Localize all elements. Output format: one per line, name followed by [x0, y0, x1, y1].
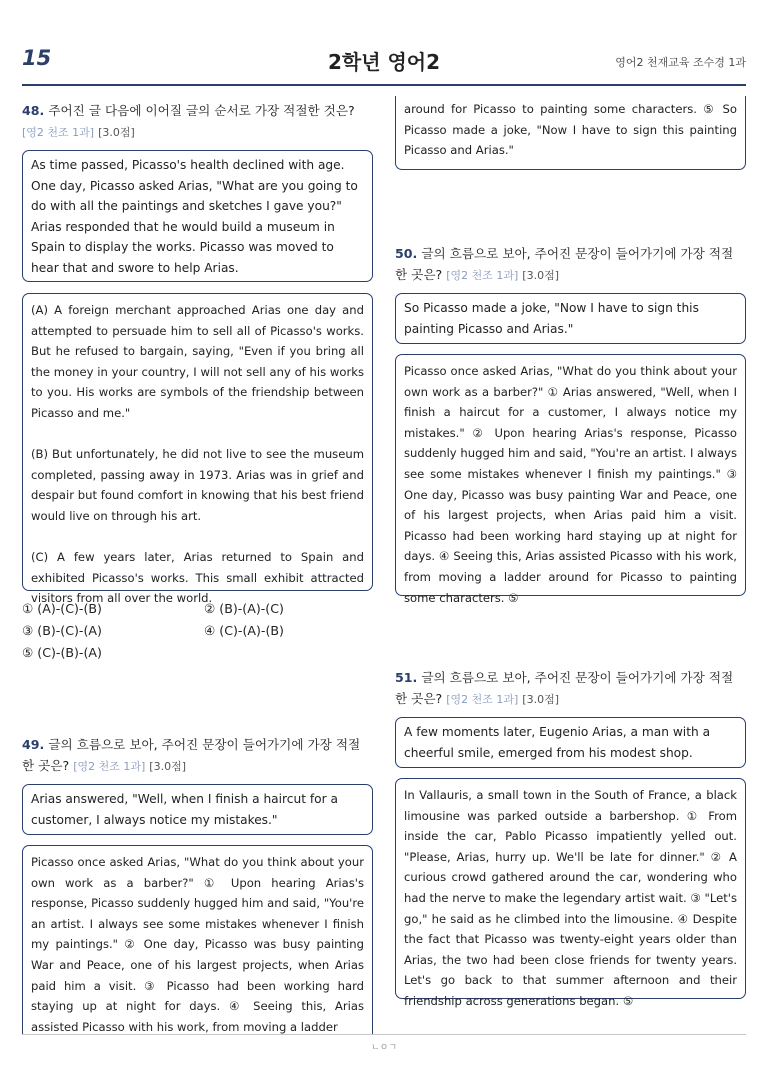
question-text: 글의 흐름으로 보아, 주어진 문장이 들어가기에 가장 적절한 곳은? [395, 246, 734, 282]
question-tag: [영2 천조 1과] [73, 760, 146, 773]
option-3[interactable]: ③ (B)-(C)-(A) [22, 623, 102, 638]
question-number: 49. [22, 737, 45, 752]
question-49 [22, 734, 372, 777]
question-number: 48. [22, 103, 45, 118]
page-source: 영어2 천재교육 조수경 1과 [615, 56, 746, 69]
header-rule [22, 84, 746, 86]
q48-passage-a: (A) A foreign merchant approached Arias one day and attempted to persuade him to sell all of Picasso's works. But he refused to bargain, saying, "Even if you bring all the money in your country, I will not sell any of his works to you. His works are symbols of the friendship between Picasso and me." [31, 303, 364, 420]
footer-rule [22, 1034, 746, 1035]
q48-passage-b: (B) But unfortunately, he did not live to see the museum completed, passing away in 1973. Arias was in grief and despair but found comfort in knowing that his best friend would live on through his art. [31, 447, 364, 523]
q51-passage: In Vallauris, a small town in the South of France, a black limousine was parked outside a barbershop. ① From inside the car, Pablo Picasso impatiently yelled out. "Please, Arias, hurry up. We'll be late for dinner." ② A curious crowd gathered around the car, wondering who had the nerve to make the legendary artist wait. ③ "Let's go," he said as he climbed into the limousine. ④ Despite the fact that Picasso was twenty-eight years older than Arias, the two had been close friends for twenty years. Let's go back to that summer afternoon and their friendship across generations began. ⑤ [404, 788, 737, 1008]
option-5[interactable]: ⑤ (C)-(B)-(A) [22, 645, 102, 660]
q49-given-box [22, 784, 373, 835]
option-2[interactable]: ② (B)-(A)-(C) [204, 601, 284, 616]
question-number: 51. [395, 670, 418, 685]
footer-text: ㄴㅇㄱ [370, 1043, 398, 1053]
q50-given-box [395, 293, 746, 344]
q49-passage-part1: Picasso once asked Arias, "What do you think about your own work as a barber?" ① Upon hearing Arias's response, Picasso suddenly hugged him and said, "You're an artist. I always see some mistakes whenever I finish my paintings." ② One day, Picasso was busy painting War and Peace, one of his largest projects, when Arias paid him a visit. ③ Picasso had been working hard staying up at night for days. ④ Seeing this, Arias assisted Picasso with his work, from moving a ladder [31, 855, 364, 1034]
page-number: 15 [22, 46, 52, 70]
question-text: 주어진 글 다음에 이어질 글의 순서로 가장 적절한 것은? [48, 103, 355, 118]
question-text: 글의 흐름으로 보아, 주어진 문장이 들어가기에 가장 적절한 곳은? [22, 737, 361, 773]
option-1[interactable]: ① (A)-(C)-(B) [22, 601, 102, 616]
question-tag: [영2 천조 1과] [446, 269, 519, 282]
q49-given-text: Arias answered, "Well, when I finish a haircut for a customer, I always notice my mistakes." [31, 792, 338, 827]
question-points: [3.0점] [98, 126, 135, 139]
q50-passage: Picasso once asked Arias, "What do you think about your own work as a barber?" ① Arias answered, "Well, when I finish a haircut for a customer, I always notice my mistakes." ② Upon hearing Arias's response, Picasso suddenly hugged him and said, "You're an artist. I always see some mistakes whenever I finish my paintings." ③ One day, Picasso was busy painting War and Peace, one of his largest projects, when Arias paid him a visit. Picasso had been working hard staying up at night for days. ④ Seeing this, Arias assisted Picasso with his work, from moving a ladder around for Picasso to painting some characters. ⑤ [404, 364, 737, 605]
q51-given-text: A few moments later, Eugenio Arias, a man with a cheerful smile, emerged from his modest shop. [404, 725, 711, 760]
question-number: 50. [395, 246, 418, 261]
page-title: 2학년 영어2 [327, 50, 441, 74]
q48-given-text: As time passed, Picasso's health declined with age. One day, Picasso asked Arias, "What are you going to do with all the paintings and sketches I gave you?" Arias responded that he would build a museum in Spain to display the works. Picasso was moved to hear that and swore to help Arias. [31, 158, 358, 275]
q49-passage-box [22, 845, 373, 1035]
question-points: [3.0점] [522, 269, 559, 282]
question-50 [395, 243, 745, 286]
question-tag: [영2 천조 1과] [22, 126, 95, 139]
question-points: [3.0점] [522, 693, 559, 706]
q50-passage-box [395, 354, 746, 605]
option-4[interactable]: ④ (C)-(A)-(B) [204, 623, 284, 638]
q48-passage-box [22, 293, 373, 606]
question-48 [22, 100, 372, 143]
question-tag: [영2 천조 1과] [446, 693, 519, 706]
q48-given-box [22, 150, 373, 282]
q48-passage-c: (C) A few years later, Arias returned to Spain and exhibited Picasso's works. This small exhibit attracted visitors from all over the world. [31, 550, 364, 606]
q49-passage-part2: around for Picasso to painting some characters. ⑤ So Picasso made a joke, "Now I have to sign this painting Picasso and Arias." [404, 102, 737, 158]
question-points: [3.0점] [149, 760, 186, 773]
q51-passage-box [395, 778, 746, 1008]
question-text: 글의 흐름으로 보아, 주어진 문장이 들어가기에 가장 적절한 곳은? [395, 670, 734, 706]
question-51 [395, 667, 745, 710]
q49-passage-continued-box [395, 96, 746, 170]
q50-given-text: So Picasso made a joke, "Now I have to sign this painting Picasso and Arias." [404, 301, 699, 336]
q51-given-box [395, 717, 746, 768]
